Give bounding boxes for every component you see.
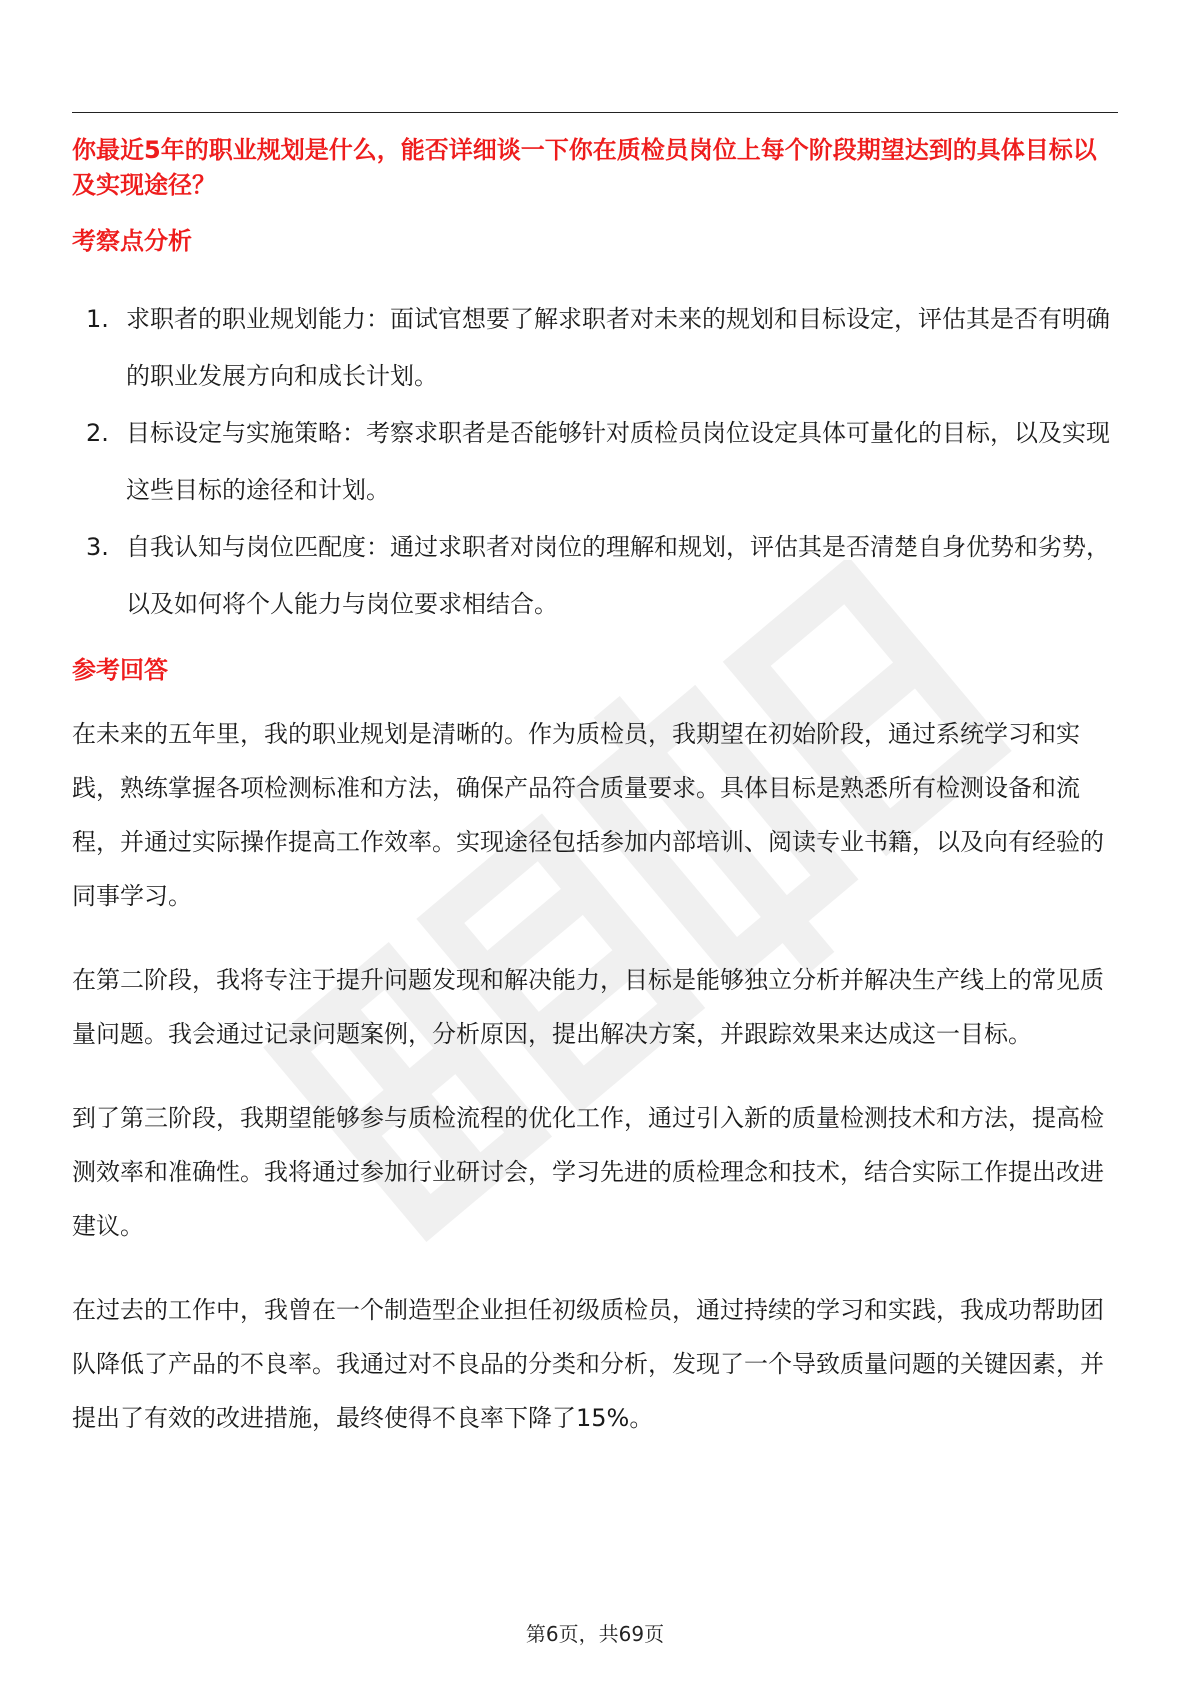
item-text: 目标设定与实施策略：考察求职者是否能够针对质检员岗位设定具体可量化的目标，以及实现这些目标的途径和计划。 bbox=[126, 419, 1110, 504]
item-text: 自我认知与岗位匹配度：通过求职者对岗位的理解和规划，评估其是否清楚自身优势和劣势，以及如何将个人能力与岗位要求相结合。 bbox=[126, 533, 1110, 618]
analysis-list bbox=[72, 291, 1118, 633]
analysis-item bbox=[72, 291, 1118, 405]
analysis-item bbox=[72, 519, 1118, 633]
answer-paragraph: 在未来的五年里，我的职业规划是清晰的。作为质检员，我期望在初始阶段，通过系统学习和实践，熟练掌握各项检测标准和方法，确保产品符合质量要求。具体目标是熟悉所有检测设备和流程，并通过实际操作提高工作效率。实现途径包括参加内部培训、阅读专业书籍，以及向有经验的同事学习。 bbox=[72, 720, 1104, 910]
analysis-title: 考察点分析 bbox=[72, 227, 192, 255]
analysis-item bbox=[72, 405, 1118, 519]
top-rule bbox=[72, 112, 1118, 113]
item-text: 求职者的职业规划能力：面试官想要了解求职者对未来的规划和目标设定，评估其是否有明确的职业发展方向和成长计划。 bbox=[126, 305, 1110, 390]
item-number: 2. bbox=[86, 419, 109, 447]
item-number: 1. bbox=[86, 305, 109, 333]
answer-title: 参考回答 bbox=[72, 656, 168, 684]
answer-paragraph: 在第二阶段，我将专注于提升问题发现和解决能力，目标是能够独立分析并解决生产线上的常见质量问题。我会通过记录问题案例，分析原因，提出解决方案，并跟踪效果来达成这一目标。 bbox=[72, 966, 1104, 1048]
answer-paragraph: 在过去的工作中，我曾在一个制造型企业担任初级质检员，通过持续的学习和实践，我成功帮助团队降低了产品的不良率。我通过对不良品的分类和分析，发现了一个导致质量问题的关键因素，并提出了有效的改进措施，最终使得不良率下降了15%。 bbox=[72, 1296, 1104, 1432]
answer-paragraph: 到了第三阶段，我期望能够参与质检流程的优化工作，通过引入新的质量检测技术和方法，提高检测效率和准确性。我将通过参加行业研讨会，学习先进的质检理念和技术，结合实际工作提出改进建议。 bbox=[72, 1104, 1104, 1240]
question-heading: 你最近5年的职业规划是什么，能否详细谈一下你在质检员岗位上每个阶段期望达到的具体目标以及实现途径？ bbox=[72, 136, 1097, 199]
page-footer: 第6页，共69页 bbox=[525, 1622, 665, 1646]
item-number: 3. bbox=[86, 533, 109, 561]
content bbox=[72, 133, 1118, 1445]
